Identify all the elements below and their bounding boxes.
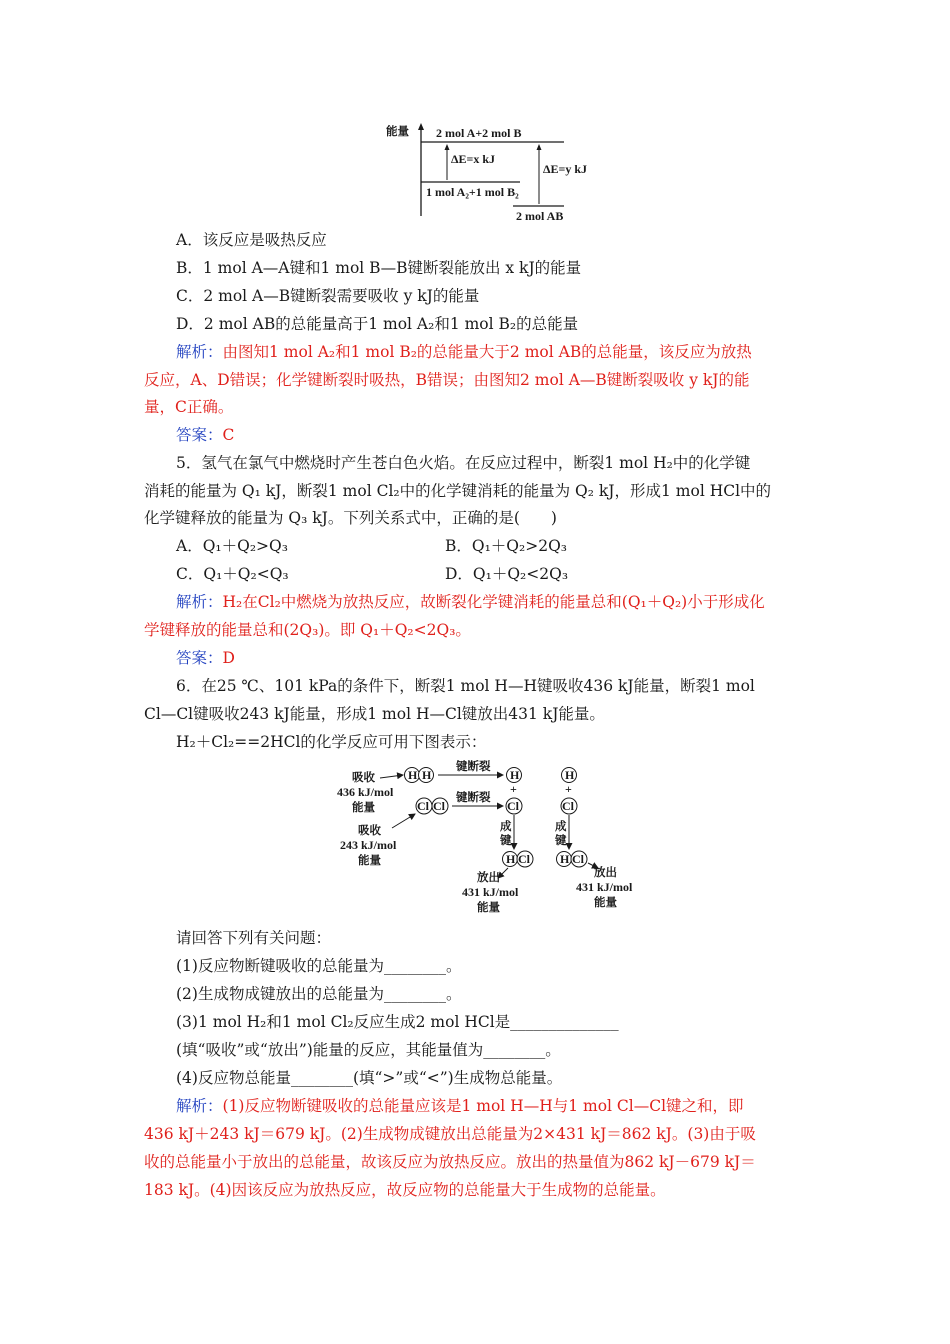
q4-analysis-line-1 [176, 342, 752, 362]
bottom-level-label: 2 mol AB [516, 209, 564, 223]
q5-option-b: B．Q₁＋Q₂>2Q₃ [445, 537, 568, 555]
hcl-1-cl-label: Cl [518, 852, 530, 866]
mid-level-label: 1 mol A₂+1 mol B₂ [426, 185, 519, 199]
energy-level-diagram [380, 118, 610, 228]
form-label-1b: 键 [500, 833, 512, 847]
q6-stem-line-2: Cl—Cl键吸收243 kJ能量，形成1 mol H—Cl键放出431 kJ能量。 [144, 705, 605, 723]
form-label-1a: 成 [500, 819, 512, 833]
q4-analysis-text-1: 由图知1 mol A₂和1 mol B₂的总能量大于2 mol AB的总能量，该反应为放热 [222, 343, 752, 361]
q5-answer [176, 648, 235, 668]
q4-answer [176, 425, 234, 445]
q6-analysis-line-4: 183 kJ。(4)因该反应为放热反应，故反应物的总能量大于生成物的总能量。 [144, 1181, 666, 1199]
q5-option-c: C．Q₁＋Q₂<Q₃ [176, 565, 289, 583]
release-1-label-3: 能量 [477, 900, 500, 914]
release-2-label-3: 能量 [594, 895, 617, 909]
cl-atom-separated-label: Cl [507, 799, 519, 813]
q6-question-4: (4)反应物总能量________(填“>”或“<”)生成物总能量。 [176, 1069, 563, 1087]
q4-answer-label: 答案： [176, 426, 223, 444]
h-atom-separated-label: H [510, 768, 520, 782]
hcl-1-h-label: H [506, 852, 516, 866]
h-atom-right-label: H [565, 768, 575, 782]
q4-analysis-line-3: 量，C正确。 [144, 398, 234, 416]
release-1-label-2: 431 kJ/mol [462, 885, 519, 899]
h-atom-2-label: H [422, 768, 432, 782]
q6-stem-line-3: H₂＋Cl₂==2HCl的化学反应可用下图表示： [176, 733, 487, 751]
delta-x-arrow-head-icon [445, 144, 450, 150]
cl-atom-2-label: Cl [433, 799, 445, 813]
release-1-label-1: 放出 [477, 870, 500, 884]
q5-option-a: A．Q₁＋Q₂>Q₃ [176, 537, 288, 555]
q5-stem-line-1: 5．氢气在氯气中燃烧时产生苍白色火焰。在反应过程中，断裂1 mol H₂中的化学键 [176, 454, 751, 472]
top-level-label: 2 mol A+2 mol B [436, 126, 522, 140]
q6-analysis-line-1 [176, 1096, 744, 1116]
hcl-2-h-label: H [560, 852, 570, 866]
q4-analysis-label: 解析： [176, 343, 223, 361]
q4-option-c: C．2 mol A—B键断裂需要吸收 y kJ的能量 [176, 287, 480, 305]
plus-sign-2: + [565, 782, 572, 796]
release-2-label-1: 放出 [594, 865, 617, 879]
q5-answer-value: D [222, 649, 235, 667]
q6-analysis-line-3: 收的总能量小于放出的总能量，故该反应为放热反应。放出的热量值为862 kJ－679 kJ＝ [144, 1153, 756, 1171]
absorb-436-label-2: 436 kJ/mol [337, 785, 394, 799]
q5-analysis-text-1: H₂在Cl₂中燃烧为放热反应，故断裂化学键消耗的能量总和(Q₁＋Q₂)小于形成化 [222, 593, 765, 611]
q6-analysis-label: 解析： [176, 1097, 223, 1115]
hcl-2-cl-label: Cl [572, 852, 584, 866]
q5-stem-line-3: 化学键释放的能量为 Q₃ kJ。下列关系式中，正确的是( ) [144, 509, 557, 527]
plus-sign-1: + [510, 782, 517, 796]
q6-question-3: (3)1 mol H₂和1 mol Cl₂反应生成2 mol HCl是______________ [176, 1013, 619, 1031]
q4-option-a: A．该反应是吸热反应 [176, 231, 327, 249]
form-label-2a: 成 [555, 819, 567, 833]
q4-option-d: D．2 mol AB的总能量高于1 mol A₂和1 mol B₂的总能量 [176, 315, 579, 333]
energy-axis-label: 能量 [386, 124, 409, 138]
absorb-243-label-2: 243 kJ/mol [340, 838, 397, 852]
q6-analysis-line-2: 436 kJ＋243 kJ＝679 kJ。(2)生成物成键放出总能量为2×431 kJ＝862 kJ。(3)由于吸 [144, 1125, 756, 1143]
absorb-436-label-3: 能量 [352, 800, 375, 814]
delta-x-label: ΔE=x kJ [451, 152, 496, 166]
absorb-243-label-3: 能量 [358, 853, 381, 867]
q6-prompt: 请回答下列有关问题： [176, 929, 332, 947]
absorb-436-arrow [380, 775, 403, 778]
absorb-243-label-1: 吸收 [358, 823, 381, 837]
delta-y-arrow-head-icon [537, 144, 542, 150]
q4-analysis-line-2: 反应，A、D错误；化学键断裂时吸热，B错误；由图知2 mol A—B键断裂吸收 y kJ的能 [144, 371, 750, 389]
q5-answer-label: 答案： [176, 649, 223, 667]
q5-analysis-label: 解析： [176, 593, 223, 611]
cl-atom-right-label: Cl [562, 799, 574, 813]
q5-analysis-line-2: 学键释放的能量总和(2Q₃)。即 Q₁＋Q₂<2Q₃。 [144, 621, 471, 639]
bond-energy-diagram [330, 758, 650, 918]
q6-analysis-text-1: (1)反应物断键吸收的总能量应该是1 mol H—H与1 mol Cl—Cl键之和，即 [222, 1097, 744, 1115]
cl-atom-1-label: Cl [417, 799, 429, 813]
release-2-label-2: 431 kJ/mol [576, 880, 633, 894]
q4-answer-value: C [222, 426, 235, 444]
q5-option-d: D．Q₁＋Q₂<2Q₃ [445, 565, 569, 583]
q5-stem-line-2: 消耗的能量为 Q₁ kJ，断裂1 mol Cl₂中的化学键消耗的能量为 Q₂ kJ，形成1 mol HCl中的 [144, 482, 772, 500]
q6-stem-line-1: 6．在25 ℃、101 kPa的条件下，断裂1 mol H—H键吸收436 kJ能量，断裂1 mol [176, 677, 755, 695]
q6-question-3-cont: (填“吸收”或“放出”)能量的反应，其能量值为________。 [176, 1041, 561, 1059]
q6-question-2: (2)生成物成键放出的总能量为________。 [176, 985, 462, 1003]
q5-analysis-line-1 [176, 592, 765, 612]
absorb-243-arrow [392, 814, 415, 828]
energy-axis-arrow-icon [418, 123, 424, 130]
q4-option-b: B．1 mol A—A键和1 mol B—B键断裂能放出 x kJ的能量 [176, 259, 582, 277]
h-atom-1-label: H [408, 768, 418, 782]
break-label-2: 键断裂 [456, 790, 491, 804]
break-label-1: 键断裂 [456, 759, 491, 773]
q6-question-1: (1)反应物断键吸收的总能量为________。 [176, 957, 462, 975]
absorb-436-label-1: 吸收 [352, 770, 375, 784]
delta-y-label: ΔE=y kJ [543, 162, 588, 176]
form-label-2b: 键 [555, 833, 567, 847]
